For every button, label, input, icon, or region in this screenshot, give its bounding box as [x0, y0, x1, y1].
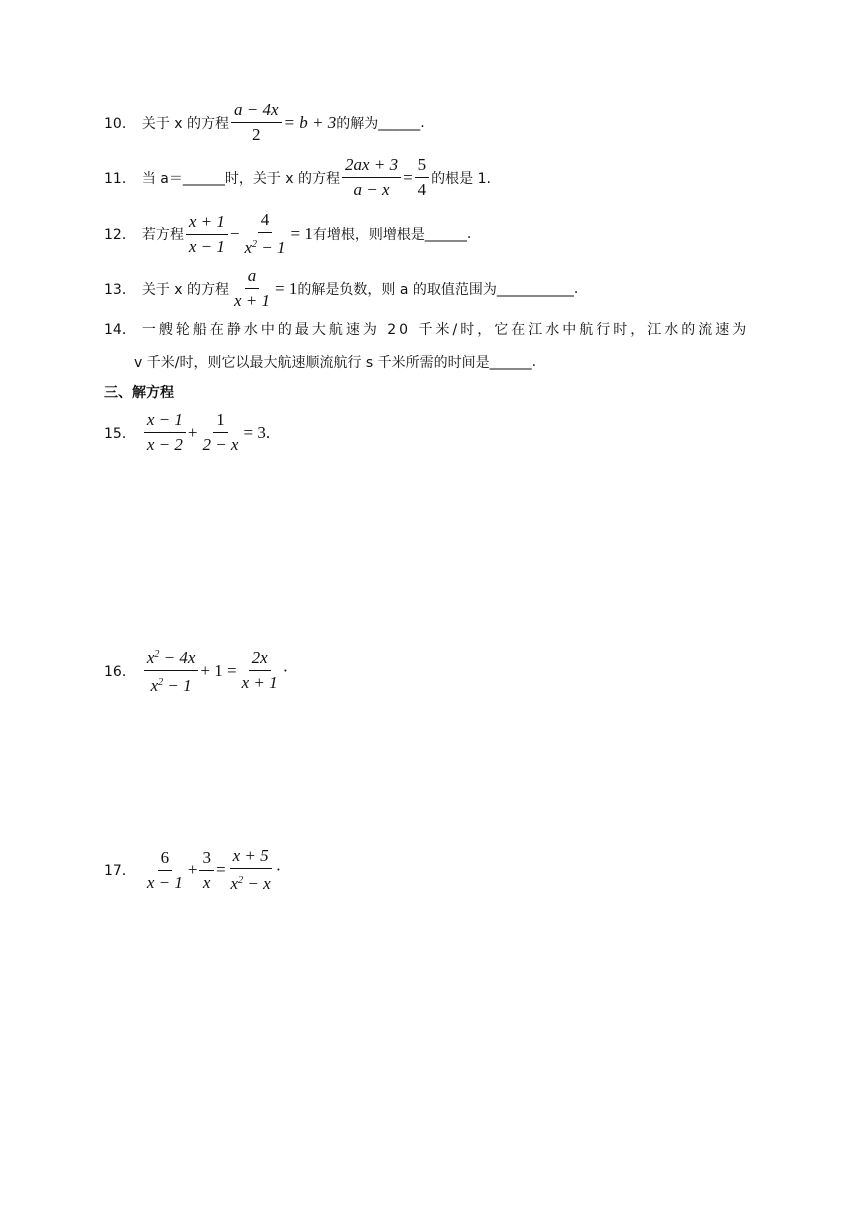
numerator: a − 4x [231, 100, 282, 123]
question-13 [104, 266, 578, 311]
equation-rhs: = 1 [290, 224, 313, 243]
equation-rhs: = 3. [243, 422, 271, 442]
numerator: 4 [258, 210, 273, 233]
numerator: 6 [158, 848, 173, 871]
fraction [186, 212, 228, 257]
base: x [150, 676, 159, 695]
question-text: 关于 x 的方程 [141, 115, 230, 132]
exponent: 2 [158, 677, 164, 688]
numerator: x − 1 [144, 410, 186, 433]
fraction [144, 848, 186, 893]
fraction [144, 410, 186, 455]
section-title: 三、解方程 [104, 385, 174, 401]
question-number: 13． [104, 281, 136, 298]
answer-blank: ______ [378, 114, 421, 131]
denominator: x + 1 [241, 673, 278, 692]
fraction [241, 210, 288, 258]
answer-blank: ___________ [496, 280, 574, 297]
question-10 [104, 100, 425, 145]
question-text: 的解为 [336, 115, 379, 132]
exponent: 2 [154, 649, 160, 660]
answer-blank: ______ [182, 169, 225, 186]
question-number: 11． [104, 170, 136, 187]
equation-middle: + 1 = [200, 660, 237, 680]
end-dot: · [275, 860, 282, 879]
question-15 [104, 410, 270, 455]
numerator: 2ax + 3 [342, 155, 401, 178]
numerator: 3 [199, 848, 214, 871]
fraction [415, 155, 430, 200]
question-14-line-2 [134, 352, 536, 372]
denominator: x − 2 [146, 435, 183, 454]
fraction [199, 410, 241, 455]
denominator [228, 869, 274, 894]
exponent: 2 [252, 239, 257, 250]
answer-blank: ______ [424, 226, 467, 242]
period: . [531, 354, 537, 370]
question-12 [104, 210, 471, 258]
base: x [146, 648, 155, 667]
question-text: 若方程 [141, 227, 184, 243]
numerator: 5 [415, 155, 430, 178]
equation-rhs: = 1 [275, 278, 298, 298]
question-number: 12． [104, 227, 136, 243]
plus-sign: + [187, 860, 198, 879]
plus-sign: + [187, 422, 198, 442]
denominator-rest: − 1 [167, 676, 192, 695]
end-dot: · [282, 660, 289, 680]
answer-blank: ______ [489, 354, 532, 370]
question-number: 14． [104, 322, 136, 338]
numerator-rest: − 4x [163, 648, 196, 667]
fraction [144, 645, 199, 696]
fraction [342, 155, 401, 200]
fraction [231, 100, 282, 145]
equals-sign: = [215, 860, 226, 879]
denominator: x [202, 872, 211, 892]
denominator: 2 − x [202, 435, 239, 454]
denominator: 4 [417, 180, 427, 199]
question-text: 关于 x 的方程 [141, 281, 230, 298]
question-number: 15． [104, 425, 136, 442]
period: . [420, 114, 425, 131]
denominator [148, 671, 195, 696]
period: . [466, 226, 472, 242]
question-16 [104, 645, 288, 696]
fraction [228, 846, 274, 894]
question-text: v 千米/时，则它以最大航速顺流航行 s 千米所需的时间是 [134, 355, 490, 371]
numerator [144, 645, 199, 671]
exponent: 2 [238, 875, 244, 886]
numerator: x + 5 [230, 846, 272, 869]
denominator: a − x [353, 180, 390, 199]
question-14-line-1 [104, 319, 749, 339]
denominator: x − 1 [146, 872, 183, 892]
fraction [199, 848, 214, 893]
equation-rhs: = b + 3 [283, 112, 337, 132]
numerator: 1 [213, 410, 228, 433]
question-text: 一艘轮船在静水中的最大航速为 20 千米/时，它在江水中航行时，江水的流速为 [141, 322, 750, 338]
denominator: x − 1 [188, 236, 225, 256]
question-text: 的根是 1. [431, 170, 491, 187]
denominator [241, 233, 288, 258]
equals-sign: = [403, 167, 413, 187]
question-text: 有增根，则增根是 [312, 227, 425, 243]
question-number: 16． [104, 663, 136, 680]
fraction [231, 266, 273, 311]
question-text: 时，关于 x 的方程 [224, 170, 341, 187]
denominator: x + 1 [234, 291, 271, 310]
question-number: 10． [104, 115, 136, 132]
numerator: x + 1 [186, 212, 228, 235]
question-text: 当 a＝ [141, 170, 183, 187]
numerator: a [245, 266, 260, 289]
minus-sign: − [229, 224, 240, 243]
numerator: 2x [249, 648, 271, 671]
base: x [230, 874, 239, 893]
base: x [244, 238, 252, 257]
question-number: 17． [104, 863, 136, 879]
denominator-rest: − 1 [261, 238, 286, 257]
denominator-rest: − x [247, 874, 271, 893]
fraction [239, 648, 281, 693]
question-17 [104, 846, 281, 894]
period: . [573, 280, 579, 297]
denominator: 2 [252, 125, 261, 144]
question-text: 的解是负数，则 a 的取值范围为 [297, 281, 497, 298]
question-11 [104, 155, 491, 200]
